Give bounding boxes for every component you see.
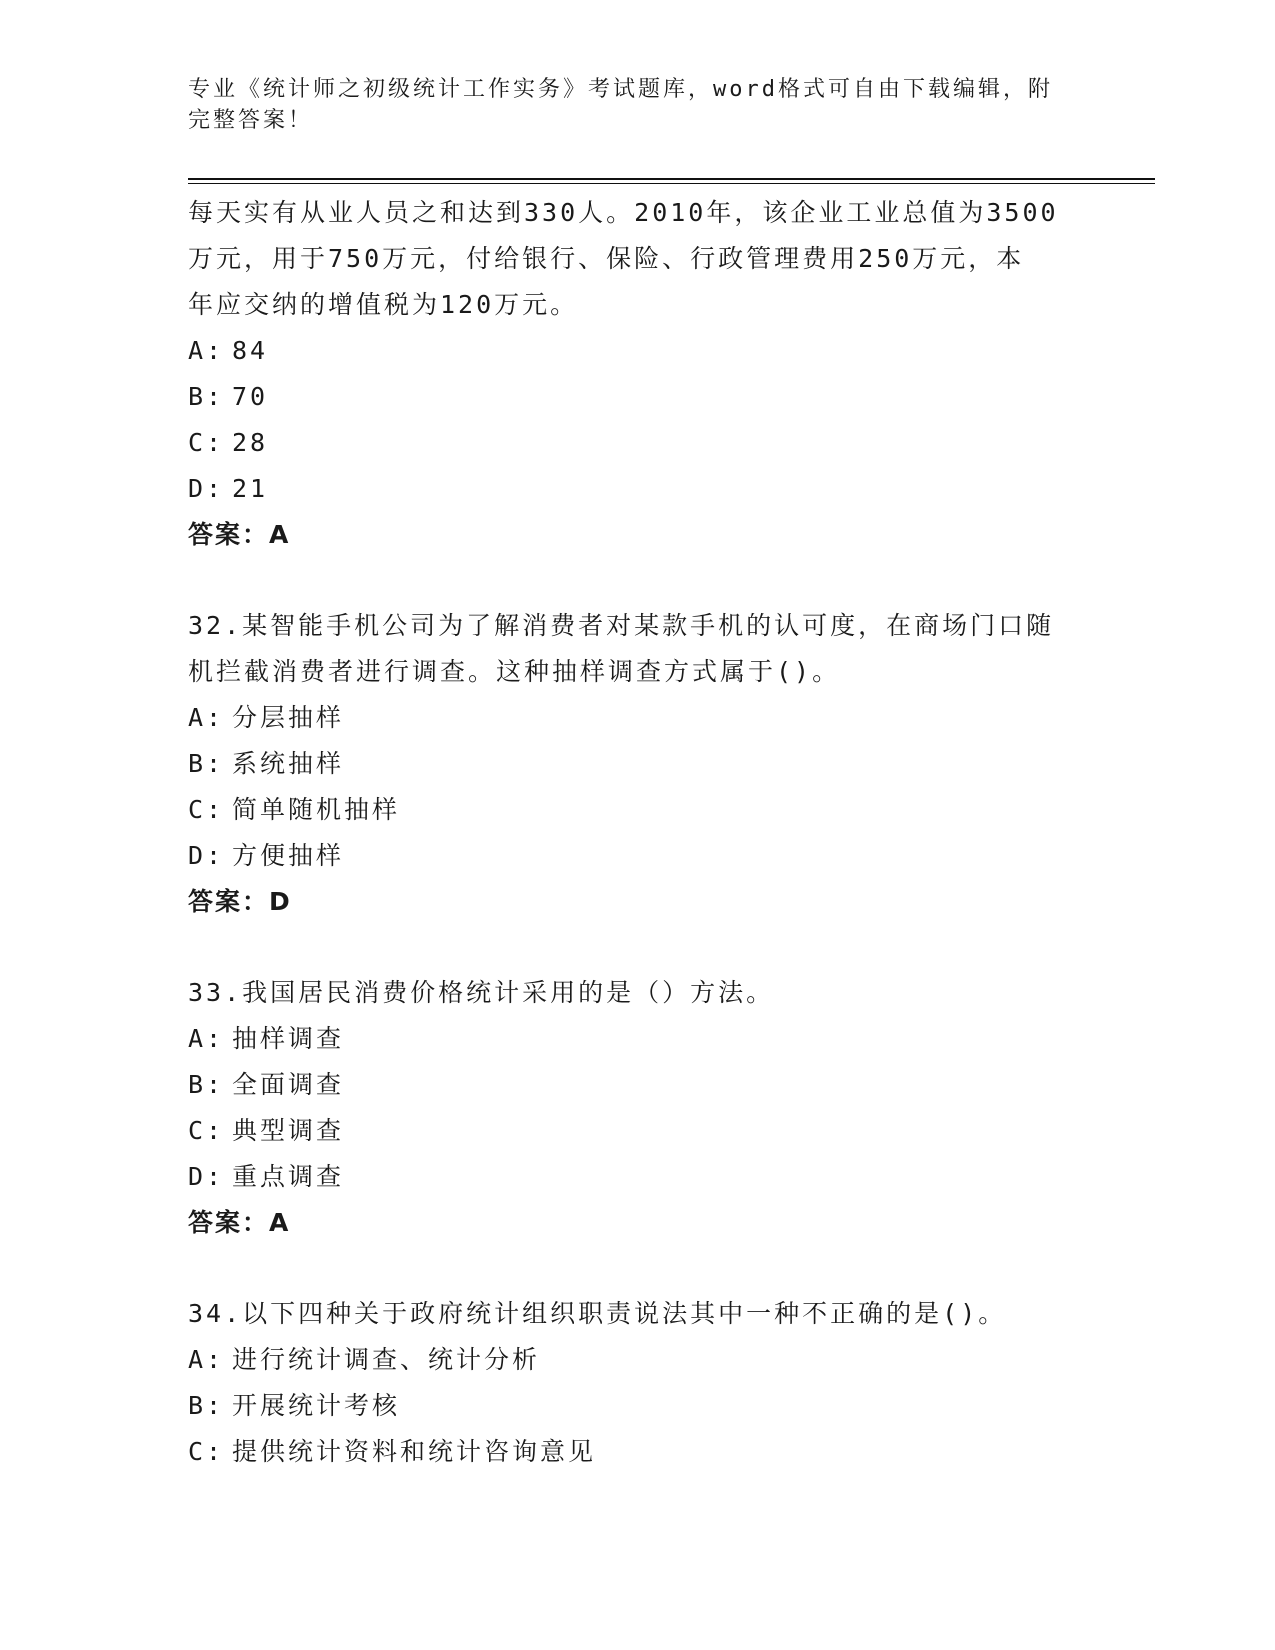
document-body (188, 190, 1088, 1475)
question-33 (188, 970, 1088, 1246)
option-text: 28 (232, 428, 269, 457)
option-text: 抽样调查 (232, 1024, 345, 1053)
option-a (188, 328, 1088, 374)
question-spacer (188, 1246, 1088, 1291)
question-text-line: 年应交纳的增值税为120万元。 (188, 290, 579, 319)
option-letter: C: (188, 1116, 225, 1145)
option-text: 84 (232, 336, 269, 365)
option-text: 分层抽样 (232, 703, 345, 732)
option-c (188, 420, 1088, 466)
option-letter: D: (188, 1162, 225, 1191)
question-text-line: 34.以下四种关于政府统计组织职责说法其中一种不正确的是()。 (188, 1299, 1007, 1328)
option-c (188, 1108, 1088, 1154)
question-text-line: 每天实有从业人员之和达到330人。2010年，该企业工业总值为3500 (188, 198, 1059, 227)
option-text: 典型调查 (232, 1116, 345, 1145)
question-text-line: 万元，用于750万元，付给银行、保险、行政管理费用250万元，本 (188, 244, 1025, 273)
question-text-line: 32.某智能手机公司为了解消费者对某款手机的认可度，在商场门口随 (188, 611, 1055, 640)
header-rule-thick (188, 178, 1155, 180)
option-d (188, 833, 1088, 879)
option-letter: A: (188, 1024, 225, 1053)
answer-line: 答案：A (188, 520, 291, 549)
option-letter: B: (188, 382, 225, 411)
option-letter: C: (188, 1437, 225, 1466)
answer-line: 答案：D (188, 887, 292, 916)
option-d (188, 466, 1088, 512)
option-b (188, 741, 1088, 787)
option-text: 70 (232, 382, 269, 411)
option-letter: A: (188, 1345, 225, 1374)
option-text: 重点调查 (232, 1162, 345, 1191)
option-a (188, 1337, 1088, 1383)
question-spacer (188, 925, 1088, 970)
option-letter: C: (188, 428, 225, 457)
option-c (188, 787, 1088, 833)
option-letter: D: (188, 474, 225, 503)
document-header: 专业《统计师之初级统计工作实务》考试题库，word格式可自由下载编辑，附完整答案！ (188, 77, 1053, 133)
option-letter: B: (188, 1070, 225, 1099)
option-text: 开展统计考核 (232, 1391, 401, 1420)
option-a (188, 695, 1088, 741)
option-letter: A: (188, 703, 225, 732)
option-text: 21 (232, 474, 269, 503)
option-b (188, 1383, 1088, 1429)
question-34 (188, 1291, 1088, 1475)
question-continuation (188, 190, 1088, 558)
option-c (188, 1429, 1088, 1475)
question-text-line: 机拦截消费者进行调查。这种抽样调查方式属于()。 (188, 657, 841, 686)
option-letter: B: (188, 1391, 225, 1420)
option-letter: D: (188, 841, 225, 870)
option-text: 提供统计资料和统计咨询意见 (232, 1437, 597, 1466)
option-text: 方便抽样 (232, 841, 345, 870)
option-text: 简单随机抽样 (232, 795, 401, 824)
option-d (188, 1154, 1088, 1200)
option-b (188, 1062, 1088, 1108)
question-text-line: 33.我国居民消费价格统计采用的是（）方法。 (188, 978, 775, 1007)
question-spacer (188, 558, 1088, 603)
option-letter: C: (188, 795, 225, 824)
answer-line: 答案：A (188, 1208, 291, 1237)
header-rule-thin (188, 183, 1155, 184)
option-a (188, 1016, 1088, 1062)
option-b (188, 374, 1088, 420)
option-letter: A: (188, 336, 225, 365)
option-text: 系统抽样 (232, 749, 345, 778)
option-text: 全面调查 (232, 1070, 345, 1099)
option-text: 进行统计调查、统计分析 (232, 1345, 541, 1374)
question-32 (188, 603, 1088, 925)
option-letter: B: (188, 749, 225, 778)
